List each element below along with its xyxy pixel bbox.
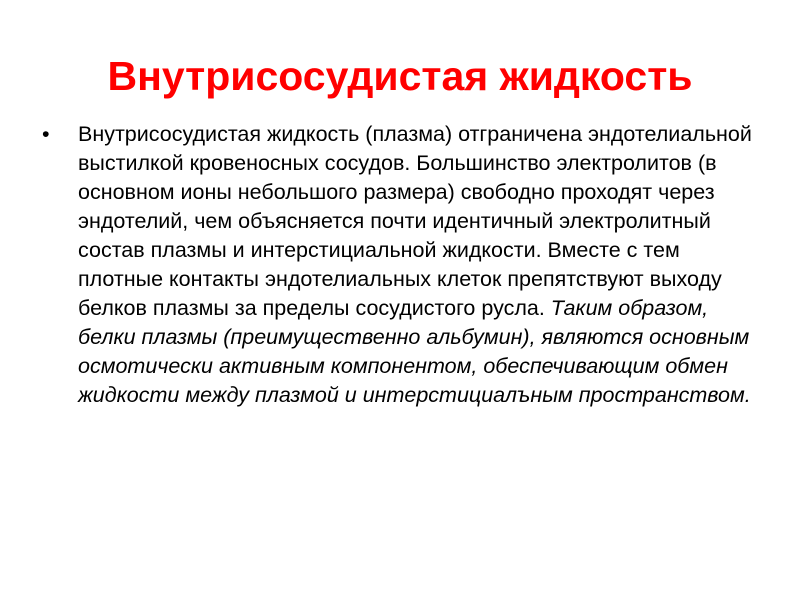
bullet-marker: •	[42, 122, 50, 146]
body-text-regular: Внутрисосудистая жидкость (плазма) отграничена эндотелиальной выстилкой кровеносных сосудов. Большинство электролитов (в основном ионы небольшого размера) свободно проходят через эндотелий, чем объясняется почти идентичный электролитный состав плазмы и интерстициальной жидкости. Вместе с тем плотные контакты эндотелиальных клеток препятствуют выходу белков плазмы за пределы сосудистого русла.	[78, 122, 752, 320]
bullet-list	[42, 120, 758, 410]
slide-title: Внутрисосудистая жидкость	[107, 53, 693, 99]
body-text-italic: Таким образом, белки плазмы (преимущественно альбумин), являются основным осмотически активным компонентом, обеспечивающим обмен жидкости между плазмой и интерстициалъным пространством.	[78, 296, 751, 407]
bullet-item	[42, 120, 758, 410]
